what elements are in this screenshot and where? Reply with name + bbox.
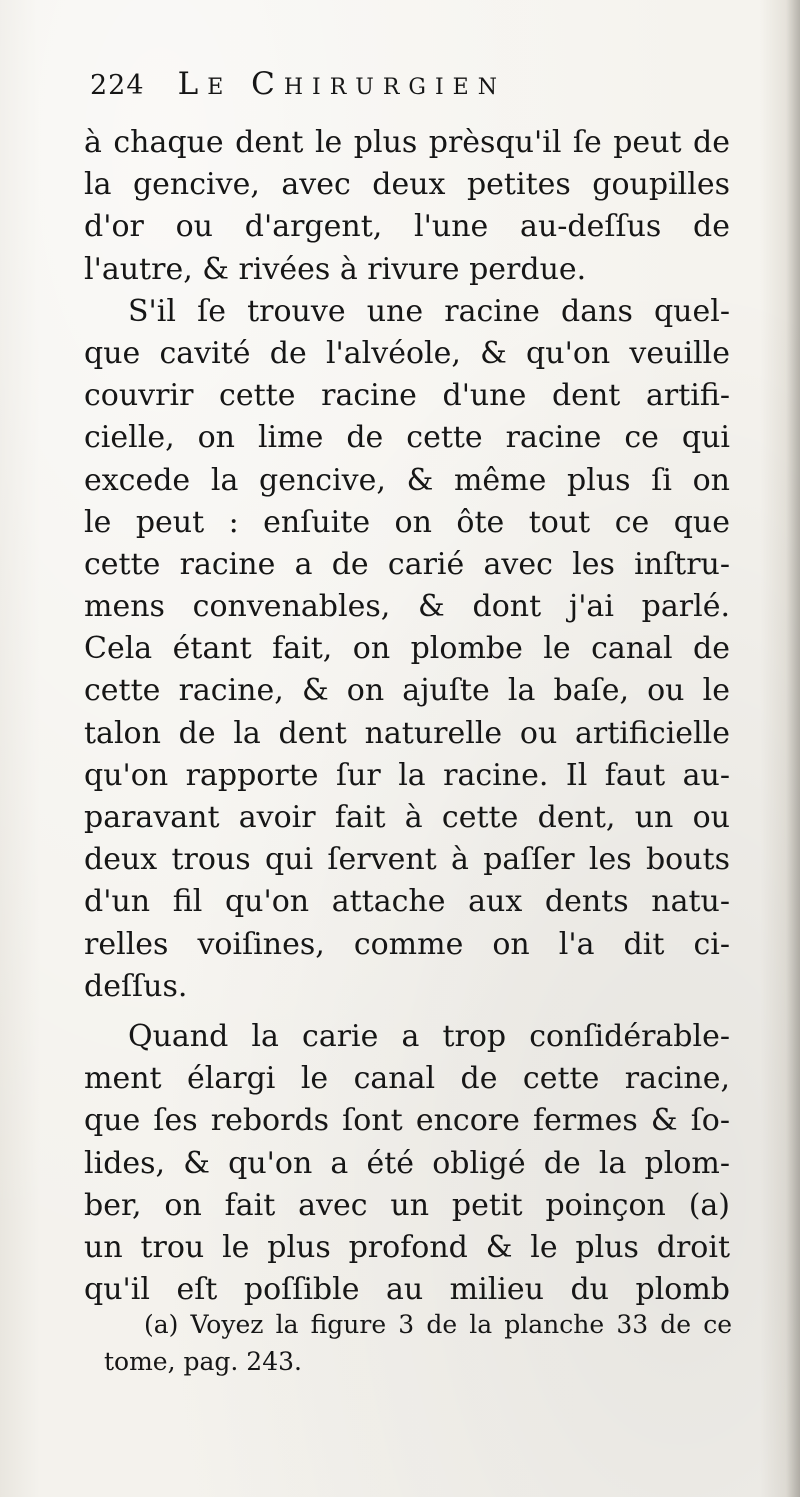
text-line: deſſus. [84,968,188,1004]
text-line: mens convenables, & dont j'ai parlé. [84,589,730,625]
text-line: Quand la carie a trop conſidérable- [128,1018,730,1054]
footnote [104,1306,732,1380]
text-line: à chaque dent le plus prèsqu'il ſe peut de [84,125,730,160]
text-line: ment élargi le canal de cette racine, [84,1061,730,1097]
text-line: ber, on fait avec un petit poinçon (a) [84,1187,730,1223]
text-line: deux trous qui ſervent à paſſer les bouts [84,842,730,878]
footnote-line: (a) Voyez la figure 3 de la planche 33 de ce [144,1310,732,1339]
text-line: qu'on rapporte ſur la racine. Il faut au- [84,757,730,793]
text-line: le peut : enſuite on ôte tout ce que [84,504,730,540]
page-header [90,66,730,116]
body-text [84,122,730,1311]
text-line: cielle, on lime de cette racine ce qui [84,420,730,456]
running-head: Le Chirurgien [177,66,506,102]
text-line: lides, & qu'on a été obligé de la plom- [84,1145,730,1181]
text-line: relles voiſines, comme on l'a dit ci- [84,926,730,962]
text-line: un trou le plus profond & le plus droit [84,1229,730,1265]
text-line: paravant avoir fait à cette dent, un ou [84,800,730,835]
text-line: que ſes rebords ſont encore fermes & ſo- [84,1103,730,1139]
text-line: couvrir cette racine d'une dent artifi- [84,378,730,414]
text-line: excede la gencive, & même plus ſi on [84,462,730,498]
text-line: talon de la dent naturelle ou artificielle [84,715,730,751]
paragraph-gap [84,1008,730,1016]
text-line: que cavité de l'alvéole, & qu'on veuille [84,335,730,371]
page-number: 224 [90,70,145,101]
text-line: qu'il eſt poſſible au milieu du plomb [84,1272,730,1308]
text-line: S'il ſe trouve une racine dans quel- [128,293,730,329]
text-line: cette racine, & on ajuſte la baſe, ou le [84,673,730,709]
text-line: la gencive, avec deux petites goupilles [84,167,730,203]
page-edge-shadow [786,0,800,1497]
text-line: d'un fil qu'on attache aux dents natu- [84,884,730,920]
text-line: cette racine a de carié avec les inſtru- [84,546,730,582]
footnote-line: tome, pag. 243. [104,1347,302,1376]
text-line: l'autre, & rivées à rivure perdue. [84,251,587,287]
text-line: d'or ou d'argent, l'une au-deſſus de [84,209,730,245]
text-line: Cela étant fait, on plombe le canal de [84,631,730,667]
